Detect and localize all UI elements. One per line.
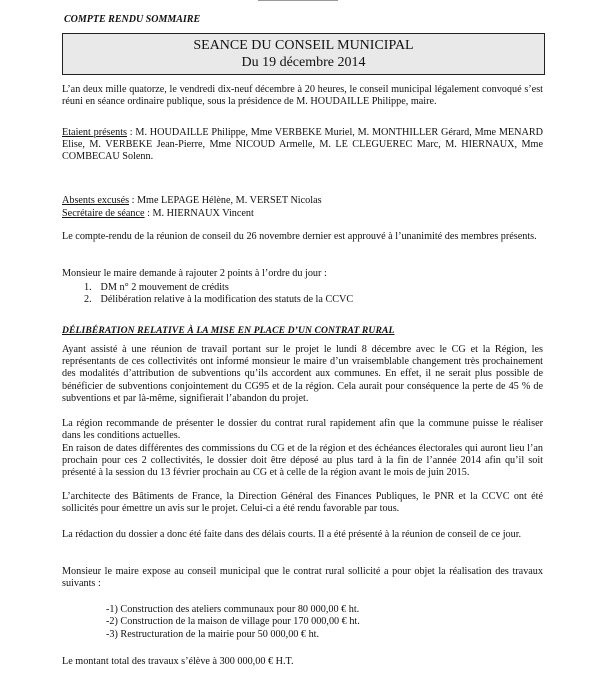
works-item: -3) Restructuration de la mairie pour 50 000,00 € ht. [106,628,320,640]
present-paragraph [62,127,543,164]
agenda-intro: Monsieur le maire demande à rajouter 2 points à l’ordre du jour : [62,268,327,279]
title-line-1: SEANCE DU CONSEIL MUNICIPAL [193,38,414,53]
present-label: Etaient présents [62,127,128,138]
paragraph-drafting: La rédaction du dossier a donc été faite dans des délais courts. Il a été présenté à la réunion de conseil de ce jour. [62,529,522,540]
paragraph-dates: En raison de dates différentes des commissions du CG et de la région et des échéances électorales qui auront lieu l’an prochain pour ces 2 collectivités, le dossier doit être déposé au plus tard à la fin de l’année 2014 afin qu’il soit présenté à la session du 13 février prochain au CG et à celle de la région avant le mois de juin 2015. [62,443,543,479]
title-line-2: Du 19 décembre 2014 [241,55,366,70]
report-header: COMPTE RENDU SOMMAIRE [64,14,201,25]
present-list: : M. HOUDAILLE Philippe, Mme VERBEKE Muriel, M. MONTHILLER Gérard, Mme MENARD Elise, M. VERBEKE Jean-Pierre, Mme NICOUD Armelle, M. LE CLEGUEREC Marc, M. HIERNAUX, Mme COMBECAU Solenn. [62,127,543,163]
agenda-list [84,282,353,306]
secretary-name: : M. HIERNAUX Vincent [144,208,254,219]
top-rule [258,0,338,1]
absent-label: Absents excusés [62,195,130,206]
paragraph-works-intro: Monsieur le maire expose au conseil municipal que le contrat rural sollicité a pour objet la réalisation des travaux suivants : [62,566,543,590]
absent-list: : Mme LEPAGE Hélène, M. VERSET Nicolas [129,195,322,206]
agenda-item: 1. DM n° 2 mouvement de crédits [84,282,229,293]
title-box [62,33,545,75]
secretary-label: Secrétaire de séance [62,208,145,219]
paragraph-region: La région recommande de présenter le dossier du contrat rural rapidement afin que la commune puisse le réaliser dans les conditions actuelles. [62,418,543,442]
paragraph-opinions: L’architecte des Bâtiments de France, la Direction Général des Finances Publiques, le PNR et la CCVC ont été sollicités pour émettre un avis sur le projet. Celui-ci a été rendu favorable par tous. [62,491,543,515]
total-line: Le montant total des travaux s’élève à 300 000,00 € H.T. [62,656,294,667]
works-item: -2) Construction de la maison de village pour 170 000,00 € ht. [106,616,360,628]
works-list [106,604,360,641]
section-title: DÉLIBÉRATION RELATIVE À LA MISE EN PLACE D’UN CONTRAT RURAL [62,325,395,336]
paragraph-meeting: Ayant assisté à une réunion de travail portant sur le projet le lundi 8 décembre avec le CG et la Région, les représentants de ces collectivités ont informé monsieur le maire d’un vraisemblable changement très prochainement des modalités d’attribution de subventions qu’ils accordent aux communes. En effet, il ne serait plus possible de bénéficier de subventions conjointement du CG95 et de la région. Cela aurait pour conséquence la perte de 45 % de subventions et par là-même, signifierait l’abandon du projet. [62,344,543,404]
agenda-item: 2. Délibération relative à la modification des statuts de la CCVC [84,294,354,306]
intro-paragraph: L’an deux mille quatorze, le vendredi dix-neuf décembre à 20 heures, le conseil municipal légalement convoqué s’est réuni en séance ordinaire publique, sous la présidence de M. HOUDAILLE Philippe, maire. [62,84,543,108]
absent-paragraph [62,195,543,207]
works-item: -1) Construction des ateliers communaux pour 80 000,00 € ht. [106,604,360,615]
secretary-paragraph [62,208,543,220]
approval-paragraph: Le compte-rendu de la réunion de conseil du 26 novembre dernier est approuvé à l’unanimité des membres présents. [62,231,537,242]
